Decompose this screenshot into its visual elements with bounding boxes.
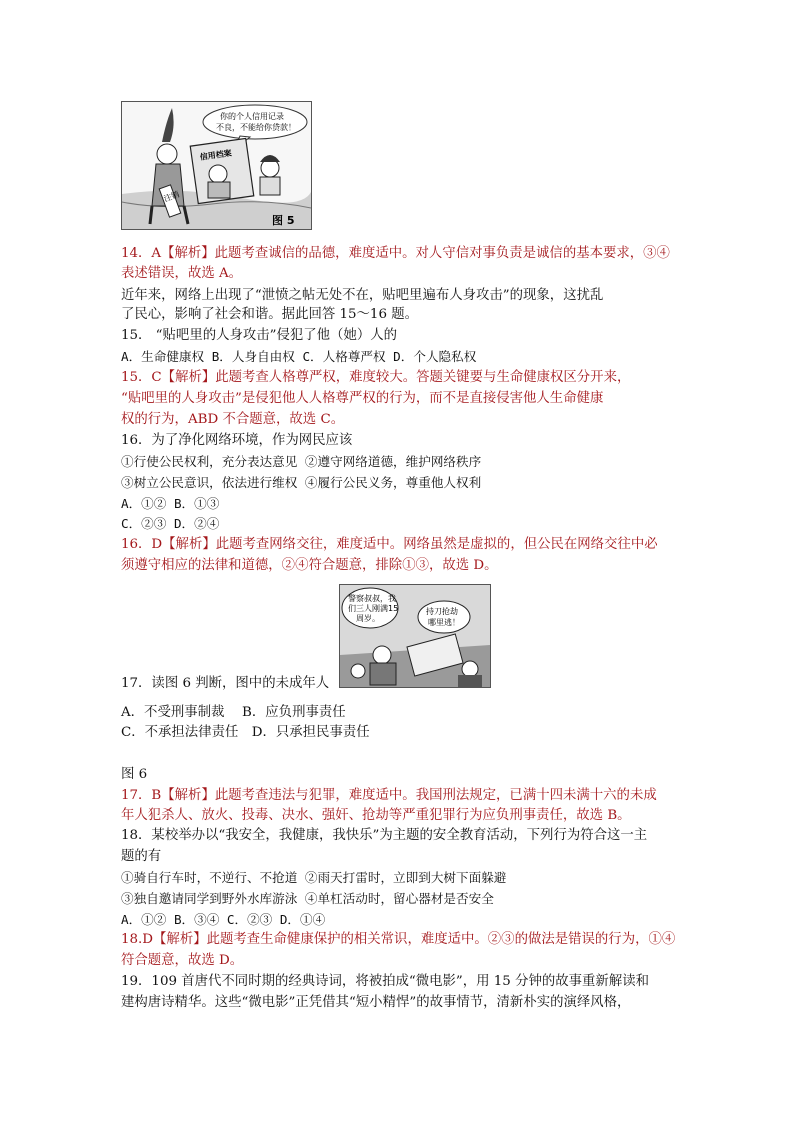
answer-18-line-2: 符合题意，故选 D。: [121, 953, 244, 968]
answer-16-line-2: 须遵守相应的法律和道德，②④符合题意，排除①③，故选 D。: [121, 558, 498, 573]
question-16-options-2: C．②③ D．②④: [121, 516, 220, 531]
answer-14-line-1: 14．A【解析】此题考查诚信的品德，难度适中。对人守信对事负责是诚信的基本要求，③④: [121, 246, 670, 261]
figure-6-drawing: [340, 585, 490, 687]
answer-17-line-1: 17．B【解析】此题考查违法与犯罪，难度适中。我国刑法规定，已满十四未满十六的未成: [121, 788, 657, 803]
question-16-statements-1: ①行使公民权利，充分表达意见 ②遵守网络道德，维护网络秩序: [121, 454, 482, 469]
figure-5-cartoon: [121, 101, 312, 230]
figure-5-drawing: [122, 102, 311, 229]
question-18-statements-2: ③独自邀请同学到野外水库游泳 ④单杠活动时，留心器材是否安全: [121, 891, 494, 906]
answer-17-line-2: 年人犯杀人、放火、投毒、决水、强奸、抢劫等严重犯罪行为应负刑事责任，故选 B。: [121, 808, 631, 823]
figure-5-left-sign: 注销: [162, 189, 181, 204]
question-15-options: A．生命健康权 B．人身自由权 C．人格尊严权 D．个人隐私权: [121, 349, 477, 364]
figure-5-caption: 图 5: [272, 214, 295, 227]
question-18-statements-1: ①骑自行车时，不逆行、不抢道 ②雨天打雷时，立即到大树下面躲避: [121, 870, 507, 885]
figure-6-bubble-left-1: 警察叔叔，我: [348, 594, 396, 603]
passage-line-1: 近年来，网络上出现了“泄愤之帖无处不在，贴吧里遍布人身攻击”的现象，这扰乱: [121, 288, 604, 303]
figure-5-bubble-line-2: 不良，不能给你贷款！: [216, 123, 296, 132]
question-15-stem: 15． “贴吧里的人身攻击”侵犯了他（她）人的: [121, 328, 398, 343]
passage-line-2: 了民心，影响了社会和谐。据此回答 15～16 题。: [121, 307, 419, 322]
figure-6-bubble-left-2: 们三人刚满15: [348, 604, 399, 613]
figure-6-bubble-right-1: 持刀抢劫: [426, 607, 458, 616]
figure-6-bubble-left-3: 周岁。: [356, 614, 380, 623]
question-16-stem: 16．为了净化网络环境，作为网民应该: [121, 433, 353, 448]
figure-5-bubble-line-1: 你的个人信用记录: [220, 112, 284, 121]
question-17-options-1: A．不受刑事制裁 B．应负刑事责任: [121, 705, 346, 720]
figure-6-bubble-right-2: 哪里逃！: [428, 618, 460, 627]
answer-15-line-2: “贴吧里的人身攻击”是侵犯他人人格尊严权的行为，而不是直接侵害他人生命健康: [121, 391, 604, 406]
answer-14-line-2: 表述错误，故选 A。: [121, 266, 243, 281]
question-18-options: A．①② B．③④ C．②③ D．①④: [121, 912, 326, 927]
figure-6-caption: 图 6: [121, 767, 148, 782]
question-17-stem: 17．读图 6 判断，图中的未成年人: [121, 676, 330, 691]
answer-15-line-3: 权的行为，ABD 不合题意，故选 C。: [121, 412, 345, 427]
question-18-stem-1: 18．某校举办以“我安全，我健康，我快乐”为主题的安全教育活动，下列行为符合这一主: [121, 828, 648, 843]
figure-5-board-sign: 信用档案: [199, 148, 233, 162]
question-19-line-1: 19．109 首唐代不同时期的经典诗词，将被拍成“微电影”，用 15 分钟的故事重新解读和: [121, 974, 649, 989]
answer-18-line-1: 18.D【解析】此题考查生命健康保护的相关常识，难度适中。②③的做法是错误的行为，①④: [121, 932, 676, 947]
answer-15-line-1: 15．C【解析】此题考查人格尊严权，难度较大。答题关键要与生命健康权区分开来，: [121, 370, 631, 385]
question-18-stem-2: 题的有: [121, 849, 162, 864]
question-16-options-1: A．①② B．①③: [121, 496, 220, 511]
question-19-line-2: 建构唐诗精华。这些“微电影”正凭借其“短小精悍”的故事情节，清新朴实的演绎风格，: [121, 995, 631, 1010]
answer-16-line-1: 16．D【解析】此题考查网络交往，难度适中。网络虽然是虚拟的，但公民在网络交往中必: [121, 537, 658, 552]
question-16-statements-2: ③树立公民意识，依法进行维权 ④履行公民义务，尊重他人权利: [121, 475, 482, 490]
question-17-options-2: C．不承担法律责任 D．只承担民事责任: [121, 725, 370, 740]
figure-6-cartoon: [339, 584, 491, 688]
